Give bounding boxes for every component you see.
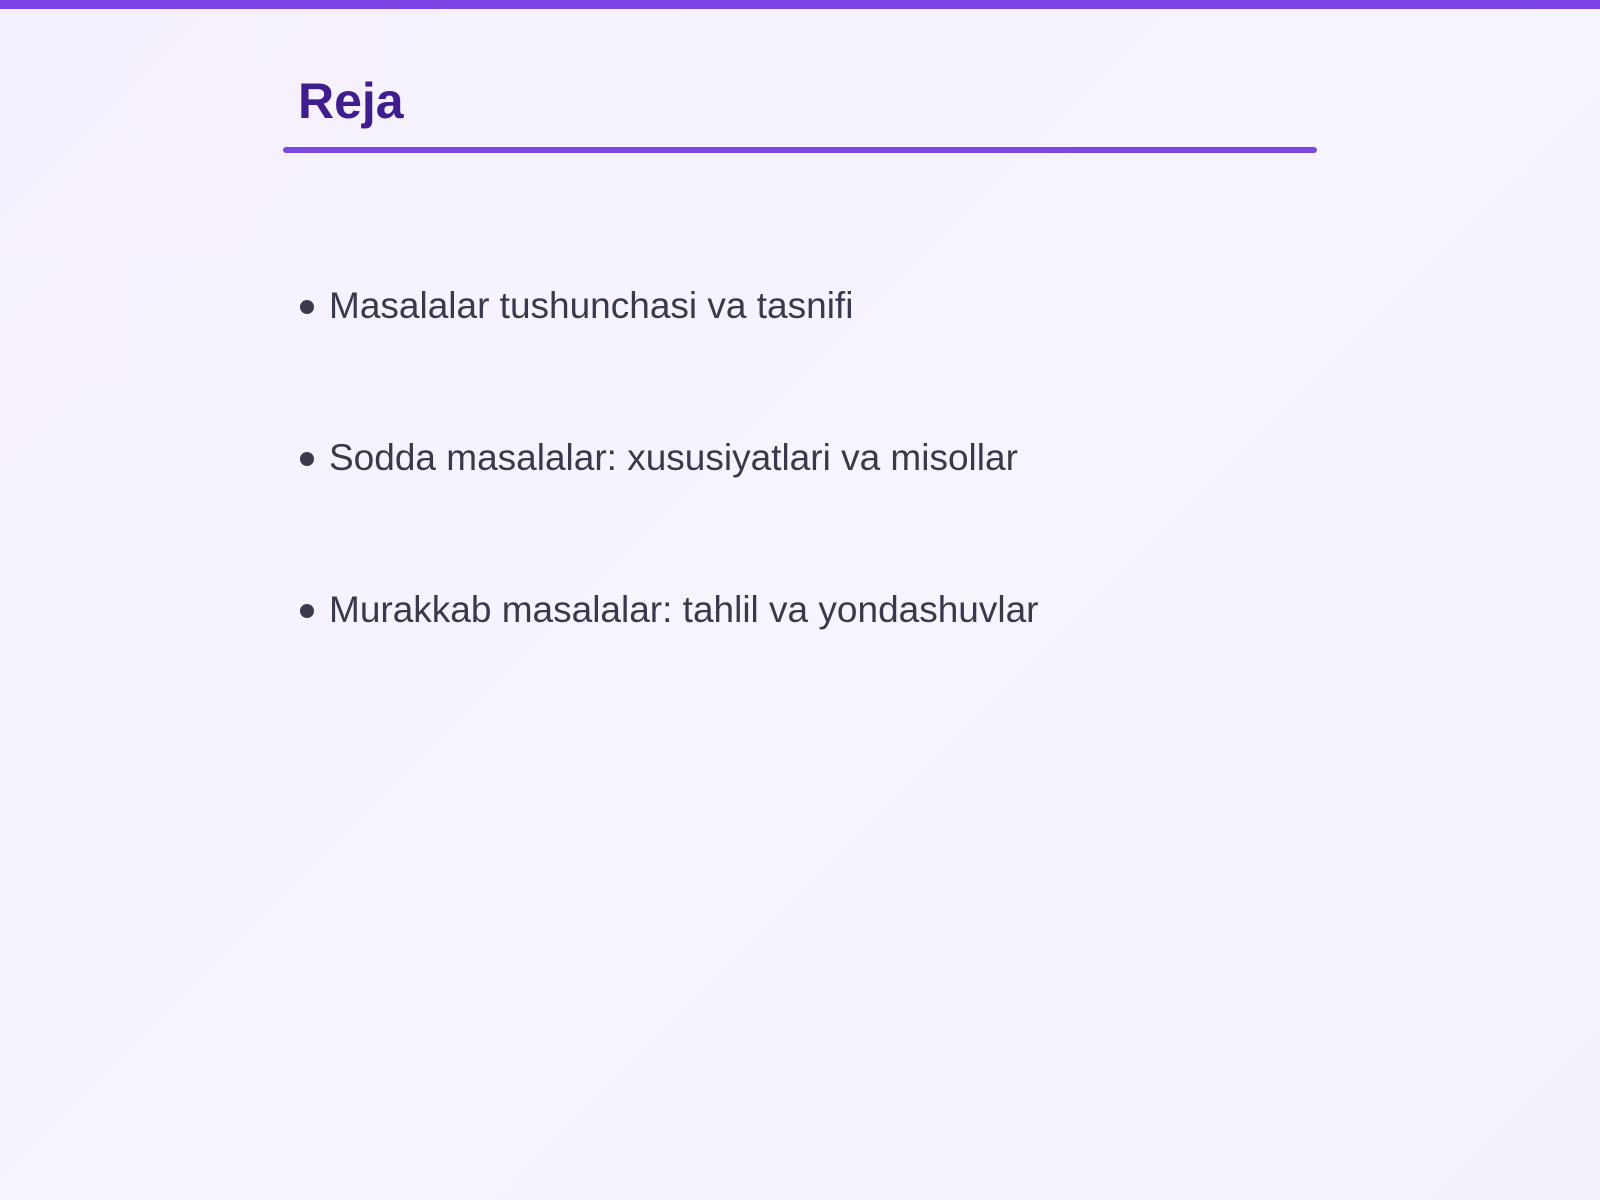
- bullet-text: Murakkab masalalar: tahlil va yondashuvlar: [329, 589, 1039, 630]
- top-accent-bar: [0, 0, 1600, 9]
- bullet-dot-icon: [300, 452, 314, 466]
- bullet-dot-icon: [300, 604, 314, 618]
- bullet-item: [300, 432, 1039, 584]
- bullet-item: [300, 584, 1039, 736]
- title-underline: [283, 147, 1317, 153]
- bullet-item: [300, 280, 1039, 432]
- bullet-text: Sodda masalalar: xususiyatlari va misollar: [329, 437, 1018, 478]
- bullet-dot-icon: [300, 300, 314, 314]
- bullet-list: [300, 280, 1039, 736]
- slide-title: Reja: [298, 73, 404, 129]
- bullet-text: Masalalar tushunchasi va tasnifi: [329, 285, 854, 326]
